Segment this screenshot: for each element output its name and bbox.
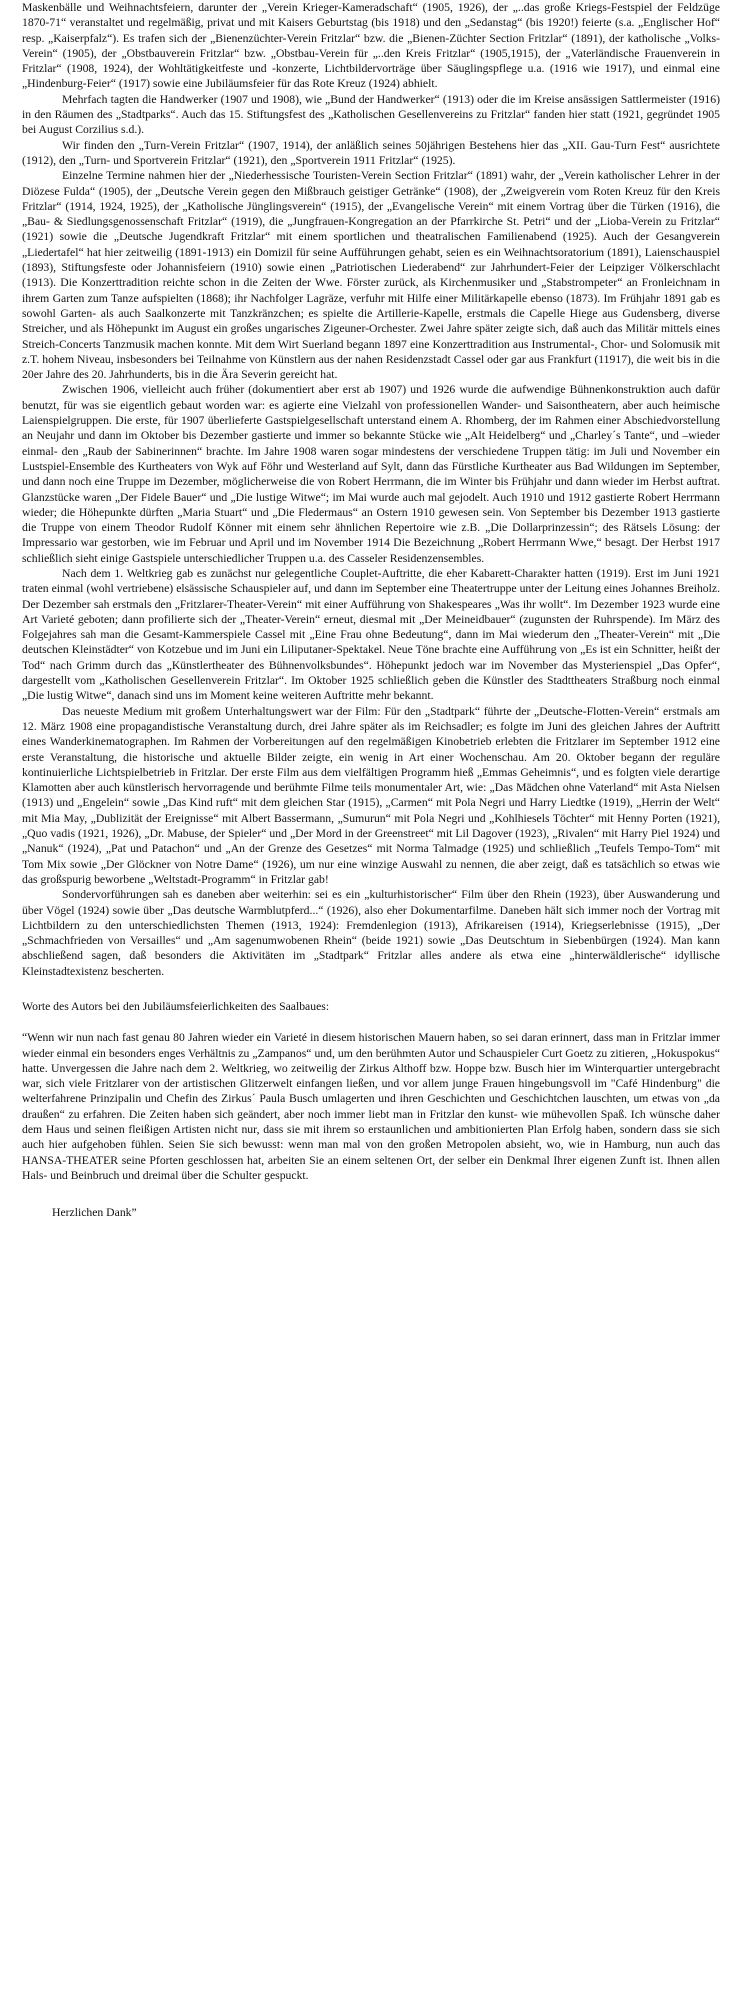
document-page: [22, 0, 720, 1221]
closing-line: Herzlichen Dank”: [52, 1206, 137, 1220]
paragraph-sports-clubs: Wir finden den „Turn-Verein Fritzlar“ (1907, 1914), der anläßlich seines 50jährigen Bestehens hier das „XII. Gau-Turn Fest“ ausrichtete (1912), den „Turn- und Sportverein Fritzlar“ (1921), den „Sportverein 1911 Fritzlar“ (1925).: [22, 138, 720, 167]
paragraph-associations-concerts: Einzelne Termine nahmen hier der „Niederhessische Touristen-Verein Section Fritzlar“ (1891) wahr, der „Verein katholischer Lehrer in der Diözese Fulda“ (1905), der „Deutsche Verein gegen den Mißbrauch geistiger Getränke“ (1908), der „Zweigverein vom Roten Kreuz für den Kreis Fritzlar“ (1914, 1924, 1925), der „Katholische Jünglingsverein“ (1915), der „Evangelische Verein“ mit einem Vortrag über die Türken (1916), die „Bau- & Siedlungsgenossenschaft Fritzlar“ (1919), die „Jungfrauen-Kongregation an der Pfarrkirche St. Petri“ und der „Lioba-Verein zu Fritzlar“ (1921) sowie die „Deutsche Jugendkraft Fritzlar“ mit einem sportlichen und theatralischen Familienabend (1925). Auch der Gesangverein „Liedertafel“ hat hier zeitweilig (1891-1913) ein Domizil für seine Aufführungen gehabt, seien es ein Weihnachtsoratorium (1891), Laienschauspiel (1893), Stiftungsfeste oder Johannisfeiern (1910) sowie einen „Patriotischen Liederabend“ zur Jahrhundert-Feier der Leipziger Völkerschlacht (1913). Die Konzerttradition reichte schon in die Zeiten der Wwe. Förster zurück, als Kirchenmusiker und „Stabstrompeter“ an Fronleichnam in ihrem Garten zum Tanze aufspielten (1868); ihr Nachfolger Lagräze, verfuhr mit Hilfe einer Militärkapelle ebenso (1873). Im Frühjahr 1891 gab es sowohl Garten- als auch Saalkonzerte mit Tanzkränzchen; es spielte die Artillerie-Kapelle, erstmals die Capelle Hiege aus Gudensberg, diverse Streicher, und als Höhepunkt im August ein großes ungarisches Zigeuner-Orchester. Zwei Jahre später zeigte sich, daß auch das Militär mittels eines Streich-Concerts Tanzmusik machen konnte. Mit dem Wirt Suerland begann 1897 eine Konzerttradition aus Instrumental-, Chor- und Solomusik mit z.T. hohem Niveau, insbesonders bei Teilnahme von Künstlern aus der nahen Residenzstadt Cassel oder gar aus Frankfurt (11917), die weit bis in die 20er Jahre des 20. Jahrhunderts, bis in die Ära Severin gereicht hat.: [22, 169, 720, 382]
speech-text: “Wenn wir nun nach fast genau 80 Jahren wieder ein Varieté in diesem historischen Mauern haben, so sei daran erinnert, dass man in Fritzlar immer wieder einmal ein besonders enges Verhältnis zu „Zampanos“ und, um den berühmten Autor und Schauspieler Curt Goetz zu zitieren, „Hokuspokus“ hatte. Unvergessen die Jahre nach dem 2. Weltkrieg, wo zeitweilig der Zirkus Althoff bzw. Hoppe bzw. Busch hier im Winterquartier untergebracht war, sich viele Fritzlarer von der artistischen Glitzerwelt einfangen ließen, und vor allem junge Frauen hingebungsvoll im "Café Hindenburg" die welterfahrene Prinzipalin und Chefin des Zirkus´ Paula Busch umlagerten und ihren Geschichten und Geschichtchen lauschten, um etwas von „da draußen“ zu erfahren. Die Zeiten haben sich geändert, aber noch immer liebt man in Fritzlar den kunst- wie mühevollen Spaß. Ich wünsche daher dem Haus und seinen fleißigen Artisten nicht nur, dass sie mit ihrem so erstaunlichen und ambitionierten Plan Erfolg haben, sondern dass sie sich auch hier aufgehoben fühlen. Seien Sie sich bewusst: wenn man mal von den großen Metropolen absieht, wo, wie in Hamburg, nun auch das HANSA-THEATER seine Pforten geschlossen hat, arbeiten Sie an einem seltenen Ort, der selber ein Denkmal Ihrer eigenen Zunft ist. Ihnen allen Hals- und Beinbruch und dreimal über die Schulter gespuckt.: [22, 1031, 720, 1182]
paragraph-special-screenings: Sondervorführungen sah es daneben aber weiterhin: sei es ein „kulturhistorischer“ Film über den Rhein (1923), über Auswanderung und über Vögel (1924) sowie über „Das deutsche Warmblutpferd...“ (1926), also eher Dokumentarfilme. Daneben hält sich immer noch der Vortrag mit Lichtbildern zu den unterschiedlichsten Themen (1913, 1924): Fremdenlegion (1913), Afrikareisen (1914), Kriegserlebnisse (1915), „Der „Schmachfrieden von Versailles“ und „Am sagenumwobenen Rhein“ (beide 1921) sowie „Das Deutschtum in Siebenbürgen (1924). Man kann abschließend sagen, daß besonders die Aktivitäten im „Stadtpark“ Fritzlar alles andere als etwa eine „hinterwäldlerische“ idyllische Kleinstadtexistenz bescherten.: [22, 888, 720, 978]
paragraph-postwar-theatre: Nach dem 1. Weltkrieg gab es zunächst nur gelegentliche Couplet-Auftritte, die eher Kabarett-Charakter hatten (1919). Erst im Juni 1921 traten einmal (wohl vertriebene) elsässische Schauspieler auf, und dann im September eine Theatertruppe unter der Leitung eines Johannes Breiholz. Der Dezember sah erstmals den „Fritzlarer-Theater-Verein“ mit einer Aufführung von Shakespeares „Was ihr wollt“. Im Dezember 1923 wurde eine Art Varieté geboten; dann profilierte sich der „Theater-Verein“ erneut, diesmal mit „Der Meineidbauer“ (zugunsten der Ruhrspende). Im März des Folgejahres sah man die Gesamt-Kammerspiele Cassel mit „Eine Frau ohne Bedeutung“, dann im Mai wiederum den „Theater-Verein“ mit „Die deutschen Kleinstädter“ von Kotzebue und im Juni ein Liliputaner-Spektakel. Neue Töne brachte eine Aufführung von „Es ist ein Schnitter, heißt der Tod“ nach Grimm durch das „Künstlertheater des Bühnenvolksbundes“. Höhepunkt jedoch war im November das Mysterienspiel „Das Opfer“, dargestellt vom „Katholischen Gesellenverein Fritzlar“. Im Oktober 1925 schließlich geben die Künstler des Stadttheaters Straßburg noch einmal „Die lustig Witwe“, danach sind uns im Moment keine weiteren Auftritte mehr bekannt.: [22, 566, 720, 703]
spacer: [22, 979, 720, 999]
speech-heading: Worte des Autors bei den Jubiläumsfeierlichkeiten des Saalbaues:: [22, 1000, 330, 1013]
spacer: [22, 1183, 720, 1205]
spacer: [22, 1014, 720, 1030]
paragraph-craftsmen: Mehrfach tagten die Handwerker (1907 und 1908), wie „Bund der Handwerker“ (1913) oder die im Kreise ansässigen Sattlermeister (1916) in den Räumen des „Stadtparks“. Auch das 15. Stiftungsfest des „Katholischen Gesellenvereins zu Fritzlar“ fanden hier statt (1921, gegründet 1905 bei August Corzilius s.d.).: [22, 92, 720, 137]
paragraph-theatre-troupes: Zwischen 1906, vielleicht auch früher (dokumentiert aber erst ab 1907) und 1926 wurde die aufwendige Bühnenkonstruktion auch dafür benutzt, für was sie eigentlich gebaut worden war: es agierte eine Vielzahl von professionellen Wander- und Saisontheatern, aber auch heimische Laienspielgruppen. Die erste, für 1907 überlieferte Gastspielgesellschaft unterstand einem A. Rhomberg, der im Rahmen einer Abschiedvorstellung an Neujahr und dann im Oktober bis Dezember gastierte und immer so bekannte Stücke wie „Alt Heidelberg“ und „Charley´s Tante“, und –wieder einmal- den „Raub der Sabinerinnen“ brachte. Im Jahre 1908 waren sogar mindestens der verschiedene Truppen tätig: im Juli und November ein Lustspiel-Ensemble des Kurtheaters von Wyk auf Föhr und Westerland auf Sylt, dann das Fürstliche Kurtheater aus Bad Wildungen im September, und dann noch eine Truppe im Dezember, möglicherweise die von Robert Herrmann, die im Winter bis Frühjahr und dann wieder im Herbst auftrat. Glanzstücke waren „Der Fidele Bauer“ und „Die lustige Witwe“; im Mai wurde auch mal gejodelt. Auch 1910 und 1912 gastierte Robert Herrmann wieder; die Höhepunkte dürften „Maria Stuart“ und „Die Fledermaus“ an Ostern 1910 gewesen sein. Von September bis Dezember 1913 gastierte die Truppe von einem Theodor Rudolf Könner mit einem sehr ähnlichen Repertoire wie z.B. „Die Dollarprinzessin“; des Rätsels Lösung: der Impressario war gestorben, wie im Februar und April und im November 1914 Die Bezeichnung „Robert Herrmann Wwe,“ besagt. Der Herbst 1917 schließlich sieht einige Gastspiele unterschiedlicher Truppen u.a. des Casseler Residenzensembles.: [22, 383, 720, 565]
paragraph-clubs-events: Maskenbälle und Weihnachtsfeiern, darunter der „Verein Krieger-Kameradschaft“ (1905, 1926), der „..das große Kriegs-Festspiel der Feldzüge 1870-71“ veranstaltet und regelmäßig, privat und mit Kaisers Geburtstag (bis 1918) und den „Sedanstag“ (bis 1920!) feierte (s.a. „Englischer Hof“ resp. „Kaiserpfalz“). Es trafen sich der „Bienenzüchter-Verein Fritzlar“ bzw. die „Bienen-Züchter Section Fritzlar“ (1891), der katholische „Volks-Verein“ (1905), der „Obstbauverein Fritzlar“ bzw. „Obstbau-Verein für „..den Kreis Fritzlar“ (1905,1915), der „Vaterländische Frauenverein in Fritzlar“ (1908, 1924), der Wohltätigkeitfeste und -konzerte, Lichtbildervorträge über Säuglingspflege u.a. (1916 wie 1917), und einmal eine „Hindenburg-Feier“ (1917) sowie eine Jubiläumsfeier für das Rote Kreuz (1924) abhielt.: [22, 1, 720, 91]
paragraph-film: Das neueste Medium mit großem Unterhaltungswert war der Film: Für den „Stadtpark“ führte der „Deutsche-Flotten-Verein“ erstmals am 12. März 1908 eine propagandistische Veranstaltung durch, drei Jahre später als im Reichsadler; es folgte im Juni des gleichen Jahres der Auftritt eines Wanderkinematographen. Im Rahmen der Vorbereitungen auf den regelmäßigen Kinobetrieb erlebten die Fritzlarer im September 1912 eine erste Veranstaltung, die historische und aktuelle Bilder zeigte, ein wenig in Art einer Wochenschau. Am 20. Oktober begann der reguläre kontinuierliche Lichtspielbetrieb in Fritzlar. Der erste Film aus dem vielfältigen Programm hieß „Emmas Geheimnis“, und es folgten viele derartige Klamotten aber auch künstlerisch hervorragende und berühmte Filme teils monumentaler Art, wie: „Das Mädchen ohne Vaterland“ mit Asta Nielsen (1913) und „Engelein“ sowie „Das Kind ruft“ mit dem gleichen Star (1915), „Carmen“ mit Pola Negri und Harry Liedtke (1919), „Herrin der Welt“ mit Mia May, „Dublizität der Ereignisse“ mit Albert Bassermann, „Sumurun“ mit Pola Negri und „Kohlhiesels Töchter“ mit Henny Porten (1921), „Quo vadis (1921, 1926), „Dr. Mabuse, der Spieler“ und „Der Mord in der Greenstreet“ mit Lil Dagover (1923), „Rivalen“ mit Harry Piel 1924) und „Nanuk“ (1924), „Pat und Patachon“ und „An der Grenze des Gesetzes“ mit Norma Talmadge (1925) und schließlich „Teufels Tempo-Tom“ mit Tom Mix sowie „Der Glöckner von Notre Dame“ (1926), um nur eine winzige Auswahl zu nennen, die aber zeigt, daß es tatsächlich so etwas wie das großspurig beworbene „Weltstadt-Programm“ in Fritzlar gab!: [22, 704, 720, 886]
